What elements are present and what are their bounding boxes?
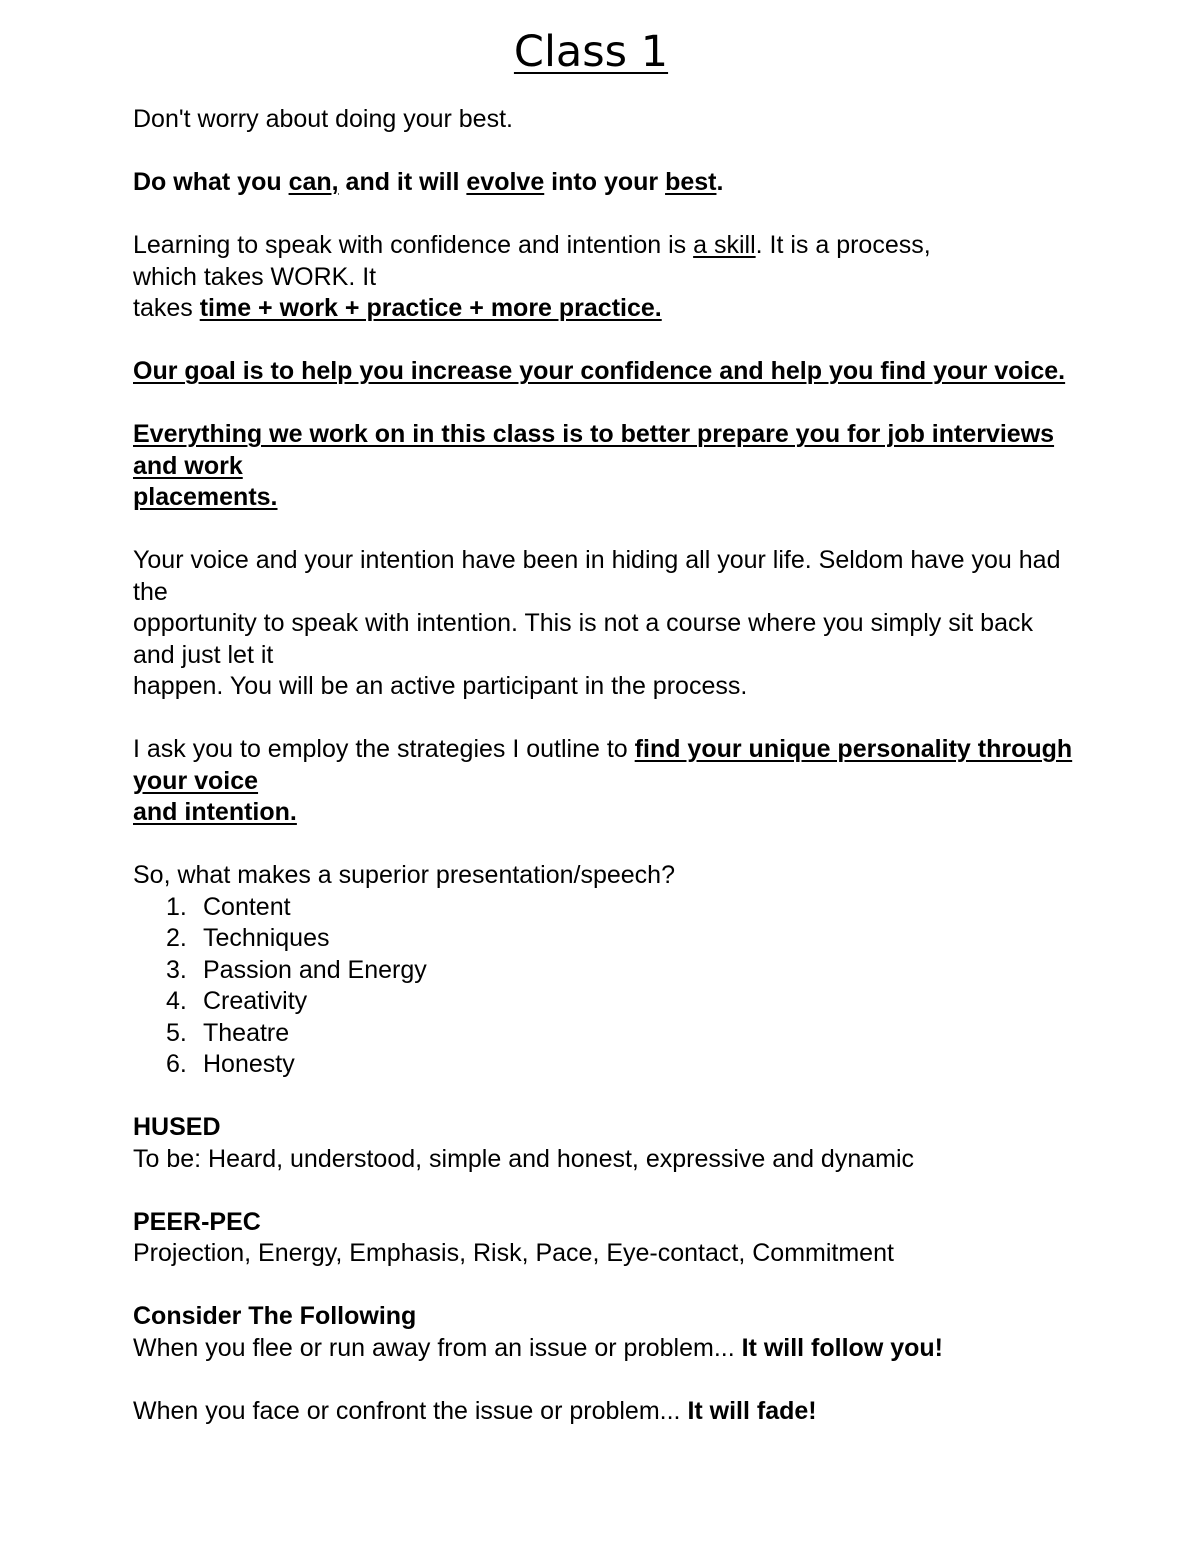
peer-section (133, 1207, 1073, 1270)
skill-line (133, 293, 1073, 325)
document-body (133, 104, 1073, 1459)
motto-text: into your (544, 168, 666, 196)
consider-emphasis: It will fade! (687, 1396, 817, 1425)
list-text: Creativity (203, 987, 308, 1015)
hused-text: To be: Heard, understood, simple and honest, expressive and dynamic (133, 1144, 915, 1173)
skill-formula: time + work + practice + more practice. (199, 294, 662, 322)
motto-text: Do what you (133, 168, 289, 196)
hused-section (133, 1112, 1073, 1175)
list-number: 4. (166, 987, 187, 1015)
list-item (166, 1049, 1073, 1081)
list-item (166, 986, 1073, 1018)
motto-text: . (716, 168, 724, 196)
strategy-emphasis: find your unique personality through your voice (133, 735, 1073, 795)
skill-line: which takes WORK. It (133, 262, 377, 291)
purpose-paragraph (133, 419, 1073, 514)
voice-line: Your voice and your intention have been in hiding all your life. Seldom have you had the (133, 546, 1061, 606)
list-item (166, 892, 1073, 924)
strategy-emphasis: and intention. (133, 798, 297, 826)
skill-emphasis: a skill (693, 231, 756, 259)
motto-text: and it will (338, 168, 467, 196)
goal-paragraph: Our goal is to help you increase your confidence and help you find your voice. (133, 357, 1066, 385)
list-item (166, 1018, 1073, 1050)
list-text: Honesty (203, 1050, 295, 1078)
consider-heading: Consider The Following (133, 1302, 417, 1330)
list-text: Passion and Energy (203, 955, 427, 984)
list-text: Theatre (203, 1018, 290, 1047)
purpose-line: placements. (133, 483, 278, 511)
list-item (166, 923, 1073, 955)
motto-can: can, (288, 168, 339, 196)
motto-evolve: evolve (466, 168, 545, 196)
list-text: Techniques (203, 924, 330, 952)
list-number: 6. (166, 1050, 187, 1078)
hused-heading: HUSED (133, 1113, 221, 1141)
strategy-text: I ask you to employ the strategies I outline to (133, 735, 635, 763)
list-item (166, 955, 1073, 987)
consider-section-2 (133, 1396, 1073, 1428)
consider-emphasis: It will follow you! (741, 1333, 943, 1362)
list-number: 3. (166, 955, 187, 984)
list-number: 1. (166, 892, 187, 921)
skill-text: . It is a process, (755, 231, 931, 259)
skill-paragraph (133, 230, 1073, 325)
purpose-line: Everything we work on in this class is to better prepare you for job interviews and work (133, 420, 1055, 480)
intro-paragraph: Don't worry about doing your best. (133, 105, 513, 133)
strategy-paragraph (133, 734, 1073, 829)
consider-section (133, 1301, 1073, 1364)
list-number: 2. (166, 924, 187, 952)
motto-paragraph (133, 167, 1073, 199)
skill-text: takes (133, 294, 200, 322)
peer-heading: PEER-PEC (133, 1207, 261, 1236)
peer-text: Projection, Energy, Emphasis, Risk, Pace, Eye-contact, Commitment (133, 1239, 894, 1267)
page-title: Class 1 (513, 27, 669, 77)
list-text: Content (203, 892, 291, 921)
consider-text: When you face or confront the issue or problem... (133, 1396, 688, 1425)
voice-line: happen. You will be an active participant in the process. (133, 672, 748, 700)
list-number: 5. (166, 1018, 187, 1047)
consider-line (133, 1333, 1073, 1365)
question-line: So, what makes a superior presentation/speech? (133, 861, 675, 889)
consider-text: When you flee or run away from an issue or problem... (133, 1333, 742, 1362)
motto-best: best (665, 168, 717, 196)
voice-paragraph (133, 545, 1073, 703)
voice-line: opportunity to speak with intention. This is not a course where you simply sit back and just let it (133, 609, 1033, 669)
skill-text: Learning to speak with confidence and intention is (133, 231, 694, 259)
qualities-list (133, 892, 1073, 1081)
